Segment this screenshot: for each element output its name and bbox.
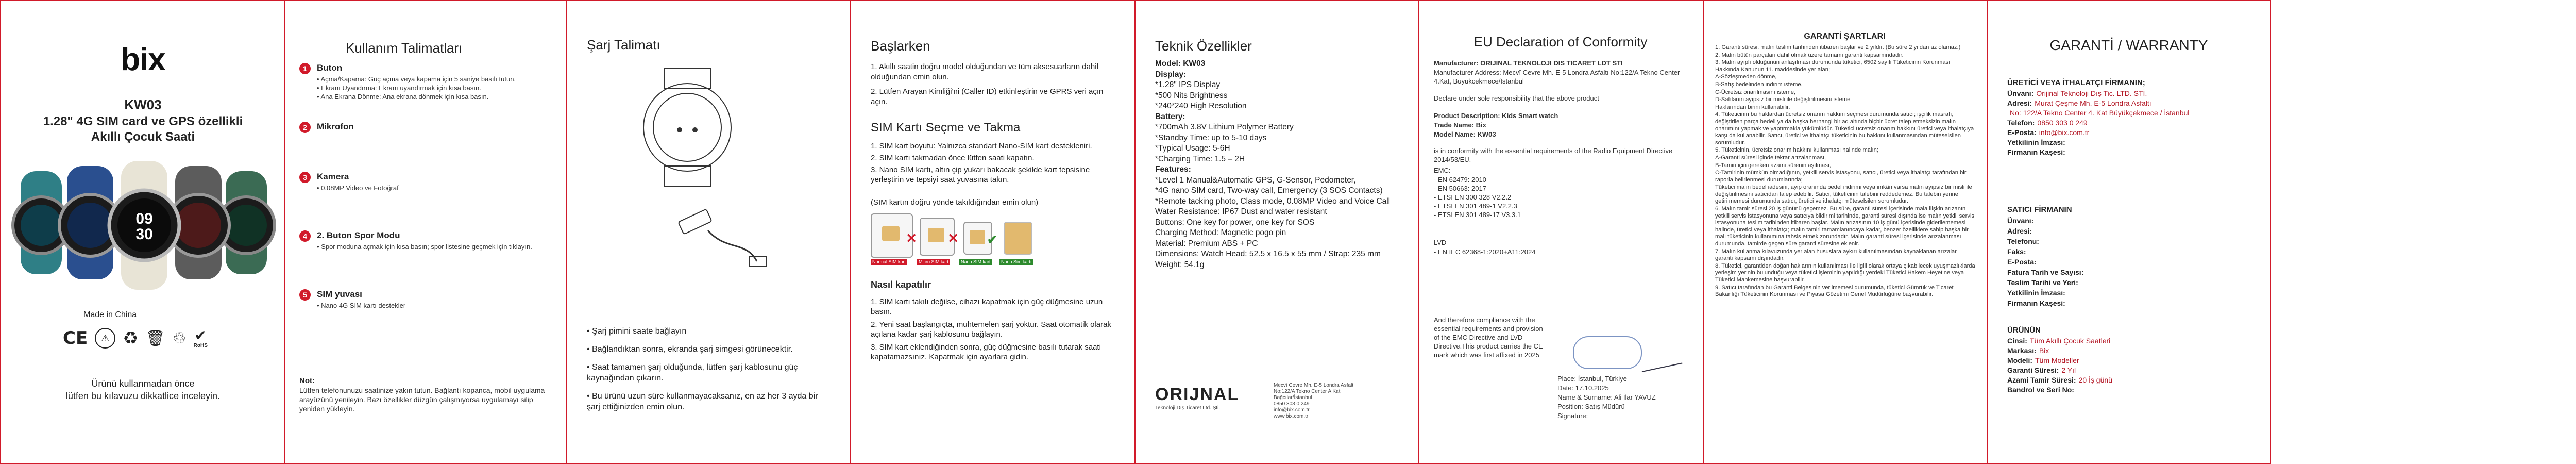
doc-manufacturer-address: Manufacturer Address: Mecvî Cevre Mh. E-5 Londra Asfaltı No:122/A Tekno Center 4.Kat, Buyukcekmece/Istanbul: [1434, 69, 1680, 85]
warranty-row: [2007, 366, 2255, 375]
sim-label-nano: Nano SIM kart: [959, 259, 992, 265]
doc-place: Place: İstanbul, Türkiye: [1557, 375, 1627, 383]
doc-therefore: And therefore compliance with the essential requirements and provision of the EMC Directive and LVD Directive.This product carries the CE mark which was first affixed in 2025: [1434, 316, 1543, 359]
usage-list: [299, 63, 557, 348]
spec-line: Dimensions: Watch Head: 52.5 x 16.5 x 55 mm / Strap: 235 mm: [1155, 250, 1381, 258]
warranty-title: GARANTİ / WARRANTY: [2049, 37, 2208, 53]
cover-subtitle-line1: 1.28" 4G SIM card ve GPS özellikli: [43, 114, 243, 128]
start-title: Başlarken: [871, 38, 930, 54]
usage-item-body: [317, 172, 557, 192]
brand-address-line: Bağcılar/İstanbul: [1274, 395, 1312, 401]
sim-step: 1. SIM kart boyutu: Yalnızca standart Nano-SIM kart destekleniri.: [871, 142, 1092, 151]
spec-line: *1.28" IPS Display: [1155, 80, 1221, 89]
recycle-icon: ♻: [123, 328, 139, 349]
usage-item-body: [317, 230, 557, 251]
sim-step: 2. SIM kartı takmadan önce lütfen saati kapatın.: [871, 154, 1035, 162]
importer-list: [2007, 89, 2255, 157]
usage-item-name: Buton: [317, 63, 343, 73]
usage-number-badge: 1: [299, 63, 311, 74]
terms-item: Tüketici malın bedel iadesini, ayıp oranında bedel indirimi veya imkân varsa malın ayıpsız bir misli ile değiştirilmesini satıcıdan talep edebilir. Satıcı, tüketicinin talebini reddedemez. Bu talebin yerine getirilmemesi durumunda satıcı, üretici ve ithalatçı müteselsilen sorumludur.: [1715, 184, 1972, 205]
usage-item-name: Kamera: [317, 172, 349, 181]
cover-subtitle-line2: Akıllı Çocuk Saati: [91, 130, 195, 144]
specs-panel: [1134, 0, 1418, 464]
warranty-key: Telefon:: [2007, 119, 2035, 127]
blank-area: [2271, 0, 2576, 464]
spec-line: Battery:: [1155, 112, 1185, 121]
warranty-key: Modeli:: [2007, 356, 2032, 364]
brand-address-line: Mecvî Cevre Mh. E-5 Londra Asfaltı: [1274, 383, 1355, 388]
warranty-value: info@bix.com.tr: [2039, 128, 2090, 137]
usage-number-badge: 3: [299, 172, 311, 183]
start-steps: [871, 62, 1118, 111]
brand-address: [1274, 383, 1397, 420]
seller-row: Fatura Tarih ve Sayısı:: [2007, 268, 2084, 276]
doc-emc-item: - ETSI EN 301 489-17 V3.3.1: [1434, 211, 1521, 219]
warranty-key: Azami Tamir Süresi:: [2007, 376, 2076, 384]
weee-bin-icon: 🗑: [145, 329, 165, 347]
check-icon: ✔: [987, 233, 997, 247]
doc-emc-item: - ETSI EN 301 489-1 V2.2.3: [1434, 202, 1517, 210]
specs-list: [1155, 59, 1408, 270]
charging-bullet: • Saat tamamen şarj olduğunda, lütfen şarj kablosunu güç kaynağından çıkarın.: [587, 363, 798, 383]
spec-line: Model: KW03: [1155, 59, 1206, 68]
terms-item: 3. Malın ayıplı olduğunun anlaşılması durumunda tüketici, 6502 sayılı Tüketicinin Korunması Hakkında Kanunun 11. maddesinde yer alan;: [1715, 59, 1951, 73]
terms-item: B-Tamiri için gereken azami sürenin aşılması,: [1715, 162, 1832, 169]
usage-item: [299, 289, 557, 310]
warranty-key: Ünvanı:: [2007, 89, 2034, 97]
warranty-key: Garanti Süresi:: [2007, 366, 2059, 374]
start-step: 1. Akıllı saatin doğru model olduğundan ve tüm aksesuarların dahil olduğundan emin olun.: [871, 62, 1098, 81]
doc-date: Date: 17.10.2025: [1557, 384, 1609, 392]
specs-title: Teknik Özellikler: [1155, 38, 1252, 54]
seller-row: E-Posta:: [2007, 258, 2037, 266]
seller-list: [2007, 216, 2255, 308]
spec-line: Charging Method: Magnetic pogo pin: [1155, 228, 1286, 237]
warranty-value: No: 122/A Tekno Center 4. Kat Büyükçekmece / İstanbul: [2010, 109, 2190, 117]
usage-item-name: SIM yuvası: [317, 289, 362, 299]
spec-line: *Typical Usage: 5-6H: [1155, 144, 1230, 153]
close-step: 2. Yeni saat başlangıçta, muhtemelen şarj yoktur. Saat otomatik olarak açılana kadar şarj kablosunu bağlayın.: [871, 320, 1111, 339]
warranty-value: Murat Çeşme Mh. E-5 Londra Asfaltı: [2035, 99, 2151, 107]
usage-item: [299, 122, 557, 134]
rohs-icon: [194, 328, 208, 349]
warranty-panel: [1987, 0, 2271, 464]
warranty-key: Firmanın Kaşesi:: [2007, 148, 2065, 156]
spec-line: *240*240 High Resolution: [1155, 102, 1247, 110]
doc-stamp: [1573, 336, 1642, 369]
usage-number-badge: 5: [299, 289, 311, 301]
terms-item: C-Ücretsiz onarılmasını isteme,: [1715, 89, 1796, 95]
made-in-label: Made in China: [83, 310, 137, 319]
pictogram-icon: ⚠: [95, 328, 115, 349]
terms-item: 1. Garanti süresi, malın teslim tarihinden itibaren başlar ve 2 yıldır. (Bu süre 2 yıldan az olamaz.): [1715, 44, 1961, 51]
terms-item: A-Sözleşmeden dönme,: [1715, 74, 1777, 80]
usage-panel: [284, 0, 566, 464]
spec-line: *700mAh 3.8V Lithium Polymer Battery: [1155, 123, 1294, 131]
product-list: [2007, 336, 2255, 395]
model-name: KW03: [124, 97, 162, 112]
doc-product: Product Description: Kids Smart watch: [1434, 112, 1558, 120]
watch-time-hours: 09: [135, 210, 153, 227]
doc-signature: Signature:: [1557, 412, 1588, 420]
doc-lvd-item: - EN IEC 62368-1:2020+A11:2024: [1434, 248, 1536, 256]
usage-item-name: 2. Buton Spor Modu: [317, 230, 400, 240]
start-step: 2. Lütfen Arayan Kimliği'ni (Caller ID) etkinleştirin ve GPRS veri açın açın.: [871, 87, 1104, 106]
close-steps: [871, 297, 1118, 365]
watch-time-minutes: 30: [135, 226, 153, 243]
usage-item: [299, 63, 557, 101]
warranty-key: Bandrol ve Seri No:: [2007, 386, 2074, 394]
declaration-panel: [1418, 0, 1703, 464]
charging-bullet: • Bu ürünü uzun süre kullanmayacaksanız, en az her 3 ayda bir şarj ettiğinizden emin olun.: [587, 392, 818, 411]
ce-mark-icon: CE: [63, 328, 88, 349]
cover-panel: [0, 0, 284, 464]
cross-icon: ✕: [906, 230, 917, 246]
seller-row: Ünvanı:: [2007, 217, 2034, 225]
usage-title: Kullanım Talimatları: [346, 40, 463, 56]
doc-conform: is in conformity with the essential requirements of the Radio Equipment Directive 2014/53/EU.: [1434, 147, 1673, 163]
warranty-value: 0850 303 0 249: [2037, 119, 2088, 127]
warranty-row: [2007, 147, 2255, 157]
charging-panel: [566, 0, 850, 464]
usage-item-desc: • Açma/Kapama: Güç açma veya kapama için 5 saniye basılı tutun. • Ekranı Uyandırma: Ekranı uyandırmak için kısa basın. • Ana Ekrana Dönme: Ana ekrana dönmek için kısa basın.: [317, 75, 516, 101]
sim-card-nano: [963, 222, 997, 255]
usage-item-desc: • 0.08MP Video ve Fotoğraf: [317, 184, 399, 192]
warranty-key: Cinsi:: [2007, 337, 2027, 345]
terms-item: 7. Malın kullanma kılavuzunda yer alan hususlara aykırı kullanılmasından kaynaklanan arızalar garanti kapsamı dışındadır.: [1715, 248, 1957, 262]
spec-line: Features:: [1155, 165, 1191, 174]
doc-title: EU Declaration of Conformity: [1473, 34, 1648, 49]
doc-lvd-list: [1434, 247, 1681, 256]
spec-line: Material: Premium ABS + PC: [1155, 239, 1258, 248]
warranty-row: [2007, 89, 2255, 98]
watches-illustration: [10, 161, 278, 290]
sim-label-nano-chip: Nano Sim kartı: [999, 259, 1033, 265]
sim-step: 3. Nano SIM kartı, altın çip yukarı bakacak şekilde kart tepsisine yerleştirin ve tepsiyi saat yuvasına takın.: [871, 165, 1090, 184]
warranty-row: [2007, 356, 2255, 366]
doc-emc-item: - EN 50663: 2017: [1434, 185, 1486, 192]
doc-trade: Trade Name: Bix: [1434, 121, 1486, 129]
warranty-key: Markası:: [2007, 346, 2037, 355]
product-title: ÜRÜNÜN: [2007, 326, 2041, 335]
warranty-row: [2007, 385, 2255, 395]
terms-item: 8. Tüketici, garantiden doğan haklarının kullanılması ile ilgili olarak ortaya çıkabilecek uyuşmazlıklarda yerleşim yerinin bulunduğu veya tüketici işleminin yapıldığı yerdeki Tüketici Hakem Heyetine veya Tüketici Mahkemesine başvurabilir.: [1715, 262, 1975, 283]
usage-item-desc: • Nano 4G SIM kartı destekler: [317, 302, 406, 309]
usage-number-badge: 2: [299, 122, 311, 133]
warranty-value: Tüm Akıllı Çocuk Saatleri: [2029, 337, 2111, 345]
seller-row: Adresi:: [2007, 227, 2032, 235]
charging-bullet: • Şarj pimini saate bağlayın: [587, 327, 687, 336]
brand-address-line: www.bix.com.tr: [1274, 413, 1309, 419]
spec-line: *Remote tacking photo, Class mode, 0.08MP Video and Voice Call: [1155, 196, 1391, 206]
spec-line: Weight: 54.1g: [1155, 260, 1205, 269]
warranty-row: [2007, 375, 2255, 385]
sim-steps: [871, 141, 1118, 187]
doc-emc-list: [1434, 175, 1681, 219]
usage-item-body: [317, 63, 557, 101]
doc-emc-title: EMC:: [1434, 167, 1451, 174]
warranty-row: [2007, 118, 2255, 128]
doc-position: Position: Satış Müdürü: [1557, 403, 1625, 410]
seller-row: Faks:: [2007, 247, 2026, 256]
usage-note-text: Lütfen telefonunuzu saatinize yakın tutun. Bağlantı kopanca, mobil uygulama arayüzünü yenileyin. Bazı özellikler düzgün çalışmıyorsa uygulamayı silip yeniden yükleyin.: [299, 386, 545, 413]
terms-item: 9. Satıcı tarafından bu Garanti Belgesinin verilmemesi durumunda, tüketici Gümrük ve Ticaret Bakanlığı Tüketicinin Korunması ve Piyasa Gözetimi Genel Müdürlüğüne başvurabilir.: [1715, 284, 1954, 298]
usage-item-body: [317, 289, 557, 310]
warranty-key: Adresi:: [2007, 99, 2032, 107]
seller-row: Firmanın Kaşesi:: [2007, 299, 2065, 307]
warranty-value: Tüm Modeller: [2035, 356, 2079, 364]
warranty-row: [2007, 138, 2255, 147]
usage-item: [299, 230, 557, 251]
sim-card-micro: [920, 218, 959, 256]
cross-icon: ✕: [947, 230, 959, 246]
brand-name: ORIJNAL: [1155, 385, 1240, 404]
rohs-label: RoHS: [193, 342, 208, 349]
brand-address-line: info@bix.com.tr: [1274, 407, 1310, 413]
terms-item: B-Satış bedelinden indirim isteme,: [1715, 81, 1803, 88]
spec-line: *Charging Time: 1.5 – 2H: [1155, 154, 1245, 163]
doc-manufacturer: Manufacturer: ORIJINAL TEKNOLOJI DIS TICARET LDT STI: [1434, 59, 1623, 67]
usage-item-name: Mikrofon: [317, 122, 354, 131]
terms-item: 6. Malın tamir süresi 20 iş gününü geçemez. Bu süre, garanti süresi içerisinde mala ilişkin arızanın yetkili servis istasyonuna veya satıcıya bildirimi tarihinde, garanti süresi dışında ise malın yetkili servis istasyonuna teslim tarihinden itibaren başlar. Malın arızasının 10 iş günü içerisinde giderilememesi halinde, üretici veya ithalatçı; malın tamiri tamamlanıncaya kadar, benzer özelliklere sahip başka bir malı tüketicinin kullanımına tahsis etmek zorundadır. Malın garanti süresi içerisinde arızalanması durumunda, tamirde geçen süre garanti süresine eklenir.: [1715, 206, 1975, 247]
terms-item: Haklarından birini kullanabilir.: [1715, 104, 1790, 110]
spec-line: *500 Nits Brightness: [1155, 91, 1228, 100]
doc-lvd-title: LVD: [1434, 239, 1447, 246]
spec-line: *Standby Time: up to 5-10 days: [1155, 133, 1267, 142]
seller-row: Teslim Tarihi ve Yeri:: [2007, 278, 2078, 287]
charging-cable-illustration: [669, 194, 772, 272]
brand-address-line: 0850 303 0 249: [1274, 401, 1310, 407]
recycling-triangle-icon: ♲: [172, 329, 187, 347]
terms-item: 5. Tüketicinin, ücretsiz onarım hakkını kullanması halinde malın;: [1715, 147, 1878, 154]
terms-list: [1715, 44, 1975, 299]
warranty-terms-panel: [1703, 0, 1987, 464]
warranty-row: [2007, 346, 2255, 356]
warranty-key: Yetkilinin İmzası:: [2007, 138, 2065, 146]
warranty-row: [2007, 108, 2255, 118]
warranty-value: Bix: [2039, 346, 2049, 355]
terms-item: 4. Tüketicinin bu haklardan ücretsiz onarım hakkını seçmesi durumunda satıcı; işçilik masrafı, değiştirilen parça bedeli ya da başka herhangi bir ad altında hiçbir ücret talep etmeksizin malın onarımını yapmak ve yaptırmakla yükümlüdür. Tüketici ücretsiz onarım hakkını üretici veya ithalatçıya karşı da kullanabilir. Satıcı, üretici ve ithalatçı tüketicinin bu hakkını kullanmasından müteselsilen sorumludur.: [1715, 111, 1974, 146]
sim-card-normal: [871, 213, 917, 258]
close-step: 3. SIM kart eklendiğinden sonra, güç düğmesine basılı tutarak saati kapatamazsınız. Kapatmak için ayarlara gidin.: [871, 343, 1101, 361]
brand-address-line: No:122/A Tekno Center A Kat: [1274, 389, 1341, 394]
sim-caption: (SIM kartın doğru yönde takıldığından emin olun): [871, 198, 1039, 207]
warranty-row: [2007, 128, 2255, 138]
spec-line: *Level 1 Manual&Automatic GPS, G-Sensor, Pedometer,: [1155, 175, 1356, 185]
close-step: 1. SIM kartı takılı değilse, cihazı kapatmak için güç düğmesine uzun basın.: [871, 297, 1103, 316]
check-mark-icon: ✔: [194, 327, 207, 343]
seller-row: Telefonu:: [2007, 237, 2039, 245]
terms-item: C-Tamirinin mümkün olmadığının, yetkili servis istasyonu, satıcı, üretici veya ithalatçı tarafından bir raporla belirlenmesi durumlarında;: [1715, 170, 1967, 183]
spec-line: *4G nano SIM card, Two-way call, Emergency (3 SOS Contacts): [1155, 186, 1383, 195]
brand-logo: bix: [121, 42, 165, 77]
warranty-value: 20 İş günü: [2078, 376, 2112, 384]
doc-emc-item: - ETSI EN 300 328 V2.2.2: [1434, 193, 1512, 201]
usage-item-body: [317, 122, 557, 134]
terms-title: GARANTİ ŞARTLARI: [1804, 32, 1886, 41]
spec-line: Display:: [1155, 70, 1187, 79]
seller-row: Yetkilinin İmzası:: [2007, 289, 2065, 297]
sim-sizes-illustration: [871, 213, 1077, 270]
charging-title: Şarj Talimatı: [587, 37, 660, 53]
doc-model: Model Name: KW03: [1434, 130, 1496, 138]
sim-label-normal: Normal SIM kart: [871, 259, 907, 265]
doc-signature-mark: [1639, 347, 1683, 372]
watch-back-illustration: [602, 68, 772, 187]
terms-item: A-Garanti süresi içinde tekrar arızalanması,: [1715, 154, 1826, 161]
warranty-value: Orijinal Teknoloji Dış Tic. LTD. STİ.: [2036, 89, 2147, 97]
charging-bullets: [587, 326, 829, 420]
spec-line: Buttons: One key for power, one key for SOS: [1155, 218, 1315, 227]
cover-footer-line1: Ürünü kullanmadan önce: [91, 378, 195, 389]
seller-title: SATICI FİRMANIN: [2007, 205, 2072, 214]
terms-item: 2. Malın bütün parçaları dahil olmak üzere tamamı garanti kapsamındadır.: [1715, 52, 1904, 58]
usage-item-desc: • Spor moduna açmak için kısa basın; spor listesine geçmek için tıklayın.: [317, 243, 532, 251]
doc-declare: Declare under sole responsibility that the above product: [1434, 94, 1599, 102]
brand-sub: Teknoloji Dış Ticaret Ltd. Şti.: [1155, 405, 1221, 411]
sim-label-micro: Micro SIM kart: [917, 259, 950, 265]
usage-note-title: Not:: [299, 376, 315, 385]
doc-name: Name & Surname: Ali İlar YAVUZ: [1557, 393, 1656, 401]
warranty-row: [2007, 336, 2255, 346]
close-title: Nasıl kapatılır: [871, 279, 931, 290]
terms-item: D-Satılanın ayıpsız bir misli ile değiştirilmesini isteme: [1715, 96, 1851, 103]
spec-line: Water Resistance: IP67 Dust and water resistant: [1155, 207, 1327, 216]
compliance-icons: [63, 326, 228, 351]
doc-emc-item: - EN 62479: 2010: [1434, 176, 1486, 184]
usage-item: [299, 172, 557, 192]
sim-card-nano-chip: [1004, 222, 1032, 255]
brand-block: [1155, 383, 1397, 419]
charging-bullet: • Bağlandıktan sonra, ekranda şarj simgesi görünecektir.: [587, 345, 793, 354]
warranty-key: E-Posta:: [2007, 128, 2037, 137]
warranty-row: [2007, 98, 2255, 108]
warranty-value: 2 Yıl: [2061, 366, 2076, 374]
cover-footer-line2: lütfen bu kılavuzu dikkatlice inceleyin.: [65, 391, 221, 401]
usage-number-badge: 4: [299, 230, 311, 242]
start-panel: [850, 0, 1134, 464]
sim-title: SIM Kartı Seçme ve Takma: [871, 121, 1021, 135]
importer-title: ÜRETİCİ VEYA İTHALATÇI FİRMANIN;: [2007, 78, 2145, 87]
